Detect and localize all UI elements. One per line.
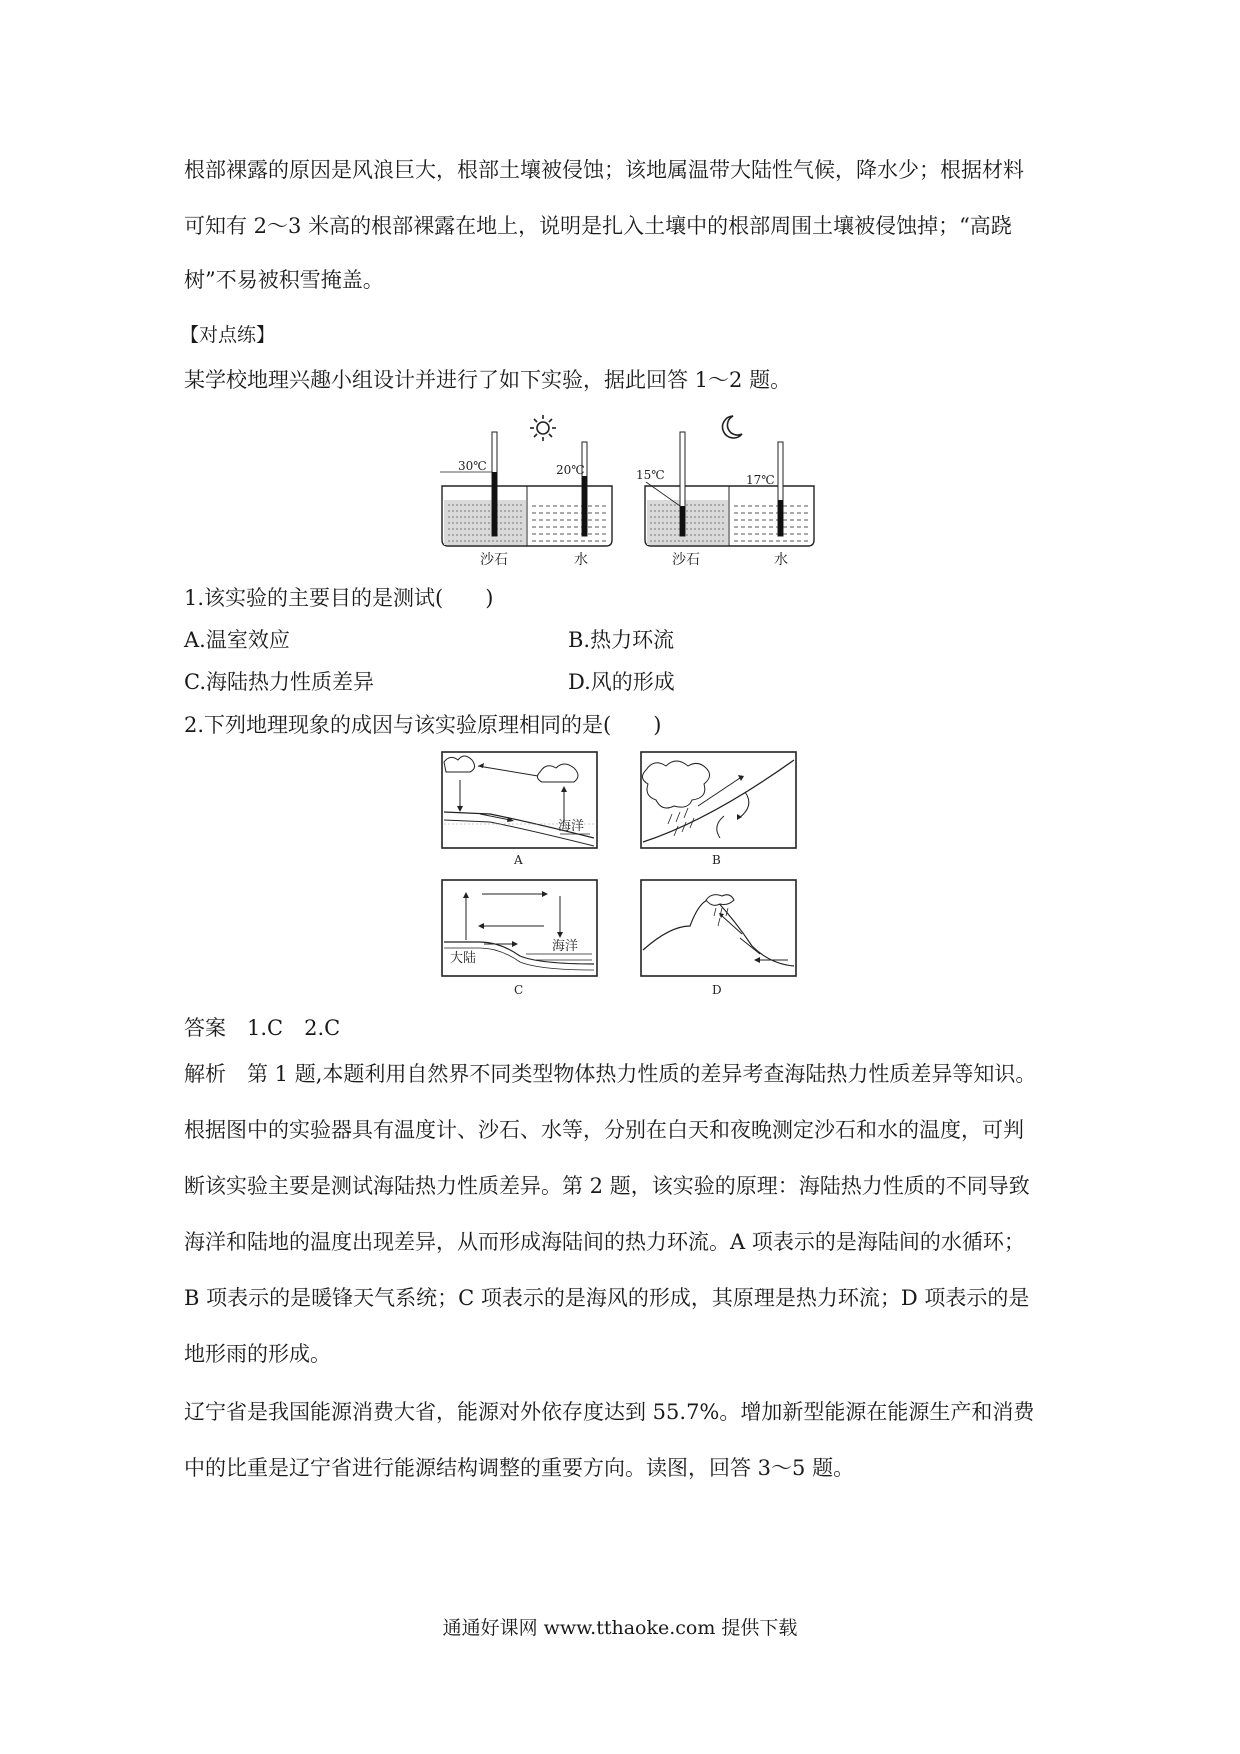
section-heading: 【对点练】 bbox=[180, 324, 276, 346]
question-2-stem: 2.下列地理现象的成因与该实验原理相同的是( ) bbox=[184, 713, 662, 737]
night-label-water: 水 bbox=[774, 552, 788, 568]
panel-a-caption: A bbox=[514, 853, 523, 867]
night-tank bbox=[645, 432, 814, 546]
q1-option-a: A.温室效应 bbox=[184, 628, 290, 652]
options-figure bbox=[440, 750, 810, 1000]
analysis-line: 海洋和陆地的温度出现差异，从而形成海陆间的热力环流。A 项表示的是海陆间的水循环； bbox=[184, 1230, 1025, 1254]
analysis-line: 断该实验主要是测试海陆热力性质差异。第 2 题，该实验的原理：海陆热力性质的不同导致 bbox=[184, 1174, 1030, 1198]
panel-d bbox=[641, 880, 796, 976]
text-line: 可知有 2～3 米高的根部裸露在地上，说明是扎入土壤中的根部周围土壤被侵蚀掉；“高跷 bbox=[184, 214, 1012, 238]
panel-c-label-sea: 海洋 bbox=[552, 939, 579, 954]
day-temp-water: 20℃ bbox=[556, 463, 585, 477]
day-label-water: 水 bbox=[574, 552, 588, 568]
q1-option-d: D.风的形成 bbox=[568, 670, 675, 694]
day-tank bbox=[440, 432, 612, 546]
day-temp-sand: 30℃ bbox=[458, 459, 487, 473]
moon-icon bbox=[723, 416, 742, 438]
sun-icon bbox=[530, 415, 556, 441]
night-label-sand: 沙石 bbox=[672, 552, 700, 568]
panel-c-label-land: 大陆 bbox=[450, 951, 477, 966]
experiment-figure bbox=[440, 410, 820, 570]
q1-option-b: B.热力环流 bbox=[568, 628, 675, 652]
intro-text: 某学校地理兴趣小组设计并进行了如下实验，据此回答 1～2 题。 bbox=[184, 368, 792, 392]
analysis-line: 根据图中的实验器具有温度计、沙石、水等，分别在白天和夜晚测定沙石和水的温度，可判 bbox=[184, 1118, 1024, 1142]
panel-a-label: 海洋 bbox=[558, 819, 585, 834]
text-line: 中的比重是辽宁省进行能源结构调整的重要方向。读图，回答 3～5 题。 bbox=[184, 1456, 855, 1480]
text-line: 辽宁省是我国能源消费大省，能源对外依存度达到 55.7%。增加新型能源在能源生产和消费 bbox=[184, 1400, 1035, 1424]
analysis-line: 地形雨的形成。 bbox=[184, 1342, 331, 1366]
panel-b bbox=[641, 752, 796, 848]
panel-c-caption: C bbox=[514, 983, 524, 997]
q1-option-c: C.海陆热力性质差异 bbox=[184, 670, 374, 694]
night-temp-water: 17℃ bbox=[746, 473, 775, 487]
text-line: 树”不易被积雪掩盖。 bbox=[184, 268, 384, 292]
text-line: 根部裸露的原因是风浪巨大，根部土壤被侵蚀；该地属温带大陆性气候，降水少；根据材料 bbox=[184, 158, 1024, 182]
day-label-sand: 沙石 bbox=[480, 552, 508, 568]
question-1-stem: 1.该实验的主要目的是测试( ) bbox=[184, 586, 494, 610]
analysis-line: 解析 第 1 题,本题利用自然界不同类型物体热力性质的差异考查海陆热力性质差异等知识。 bbox=[184, 1062, 1037, 1086]
analysis-line: B 项表示的是暖锋天气系统；C 项表示的是海风的形成，其原理是热力环流；D 项表示的是 bbox=[184, 1286, 1030, 1310]
footer-text: 通通好课网 www.tthaoke.com 提供下载 bbox=[442, 1617, 798, 1639]
panel-b-caption: B bbox=[712, 853, 721, 867]
answer-line: 答案 1.C 2.C bbox=[184, 1016, 341, 1040]
panel-d-caption: D bbox=[712, 983, 722, 997]
night-temp-sand: 15℃ bbox=[636, 468, 665, 482]
